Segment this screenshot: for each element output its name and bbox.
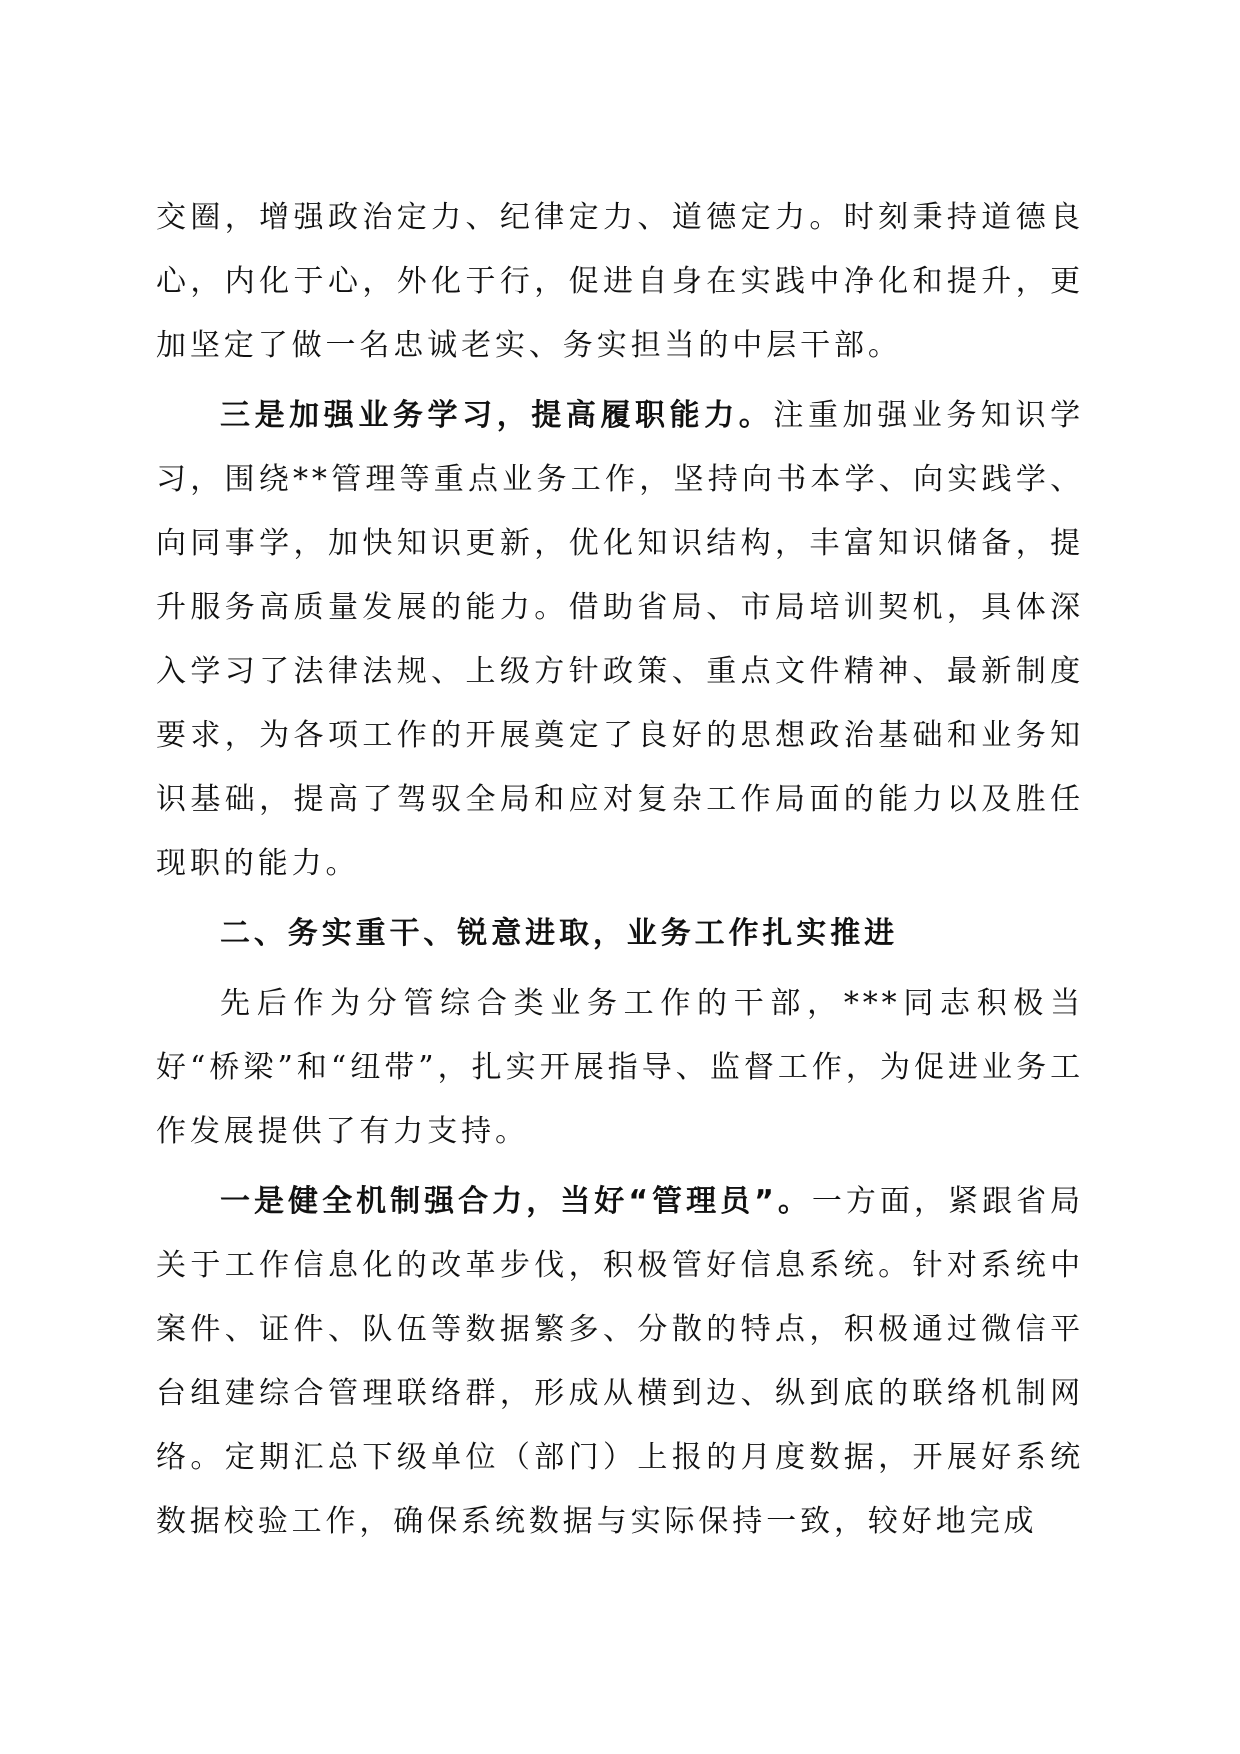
- paragraph-body-study: 注重加强业务知识学习，围绕**管理等重点业务工作，坚持向书本学、向实践学、向同事学，加快知识更新，优化知识结构，丰富知识储备，提升服务高质量发展的能力。借助省局、市局培训契机，具体深入学习了法律法规、上级方针政策、重点文件精神、最新制度要求，为各项工作的开展奠定了良好的思想政治基础和业务知识基础，提高了驾驭全局和应对复杂工作局面的能力以及胜任现职的能力。: [156, 398, 1084, 881]
- section-heading-2: 二、务实重干、锐意进取，业务工作扎实推进: [220, 916, 898, 951]
- document-page: [156, 186, 1084, 1560]
- paragraph-body-mechanism: 一方面，紧跟省局关于工作信息化的改革步伐，积极管好信息系统。针对系统中案件、证件、队伍等数据繁多、分散的特点，积极通过微信平台组建综合管理联络群，形成从横到边、纵到底的联络机制网络。定期汇总下级单位（部门）上报的月度数据，开展好系统数据校验工作，确保系统数据与实际保持一致，较好地完成: [156, 1184, 1084, 1539]
- paragraph-lead-study: 三是加强业务学习，提高履职能力。: [220, 398, 774, 433]
- paragraph-intro-2: 先后作为分管综合类业务工作的干部，***同志积极当好“桥梁”和“纽带”，扎实开展指导、监督工作，为促进业务工作发展提供了有力支持。: [156, 986, 1084, 1149]
- paragraph-continued: 交圈，增强政治定力、纪律定力、道德定力。时刻秉持道德良心，内化于心，外化于行，促进自身在实践中净化和提升，更加坚定了做一名忠诚老实、务实担当的中层干部。: [156, 200, 1084, 363]
- paragraph-lead-mechanism: 一是健全机制强合力，当好“管理员”。: [220, 1184, 812, 1219]
- paragraph-mechanism: [156, 1170, 1084, 1554]
- paragraph-study: [156, 384, 1084, 896]
